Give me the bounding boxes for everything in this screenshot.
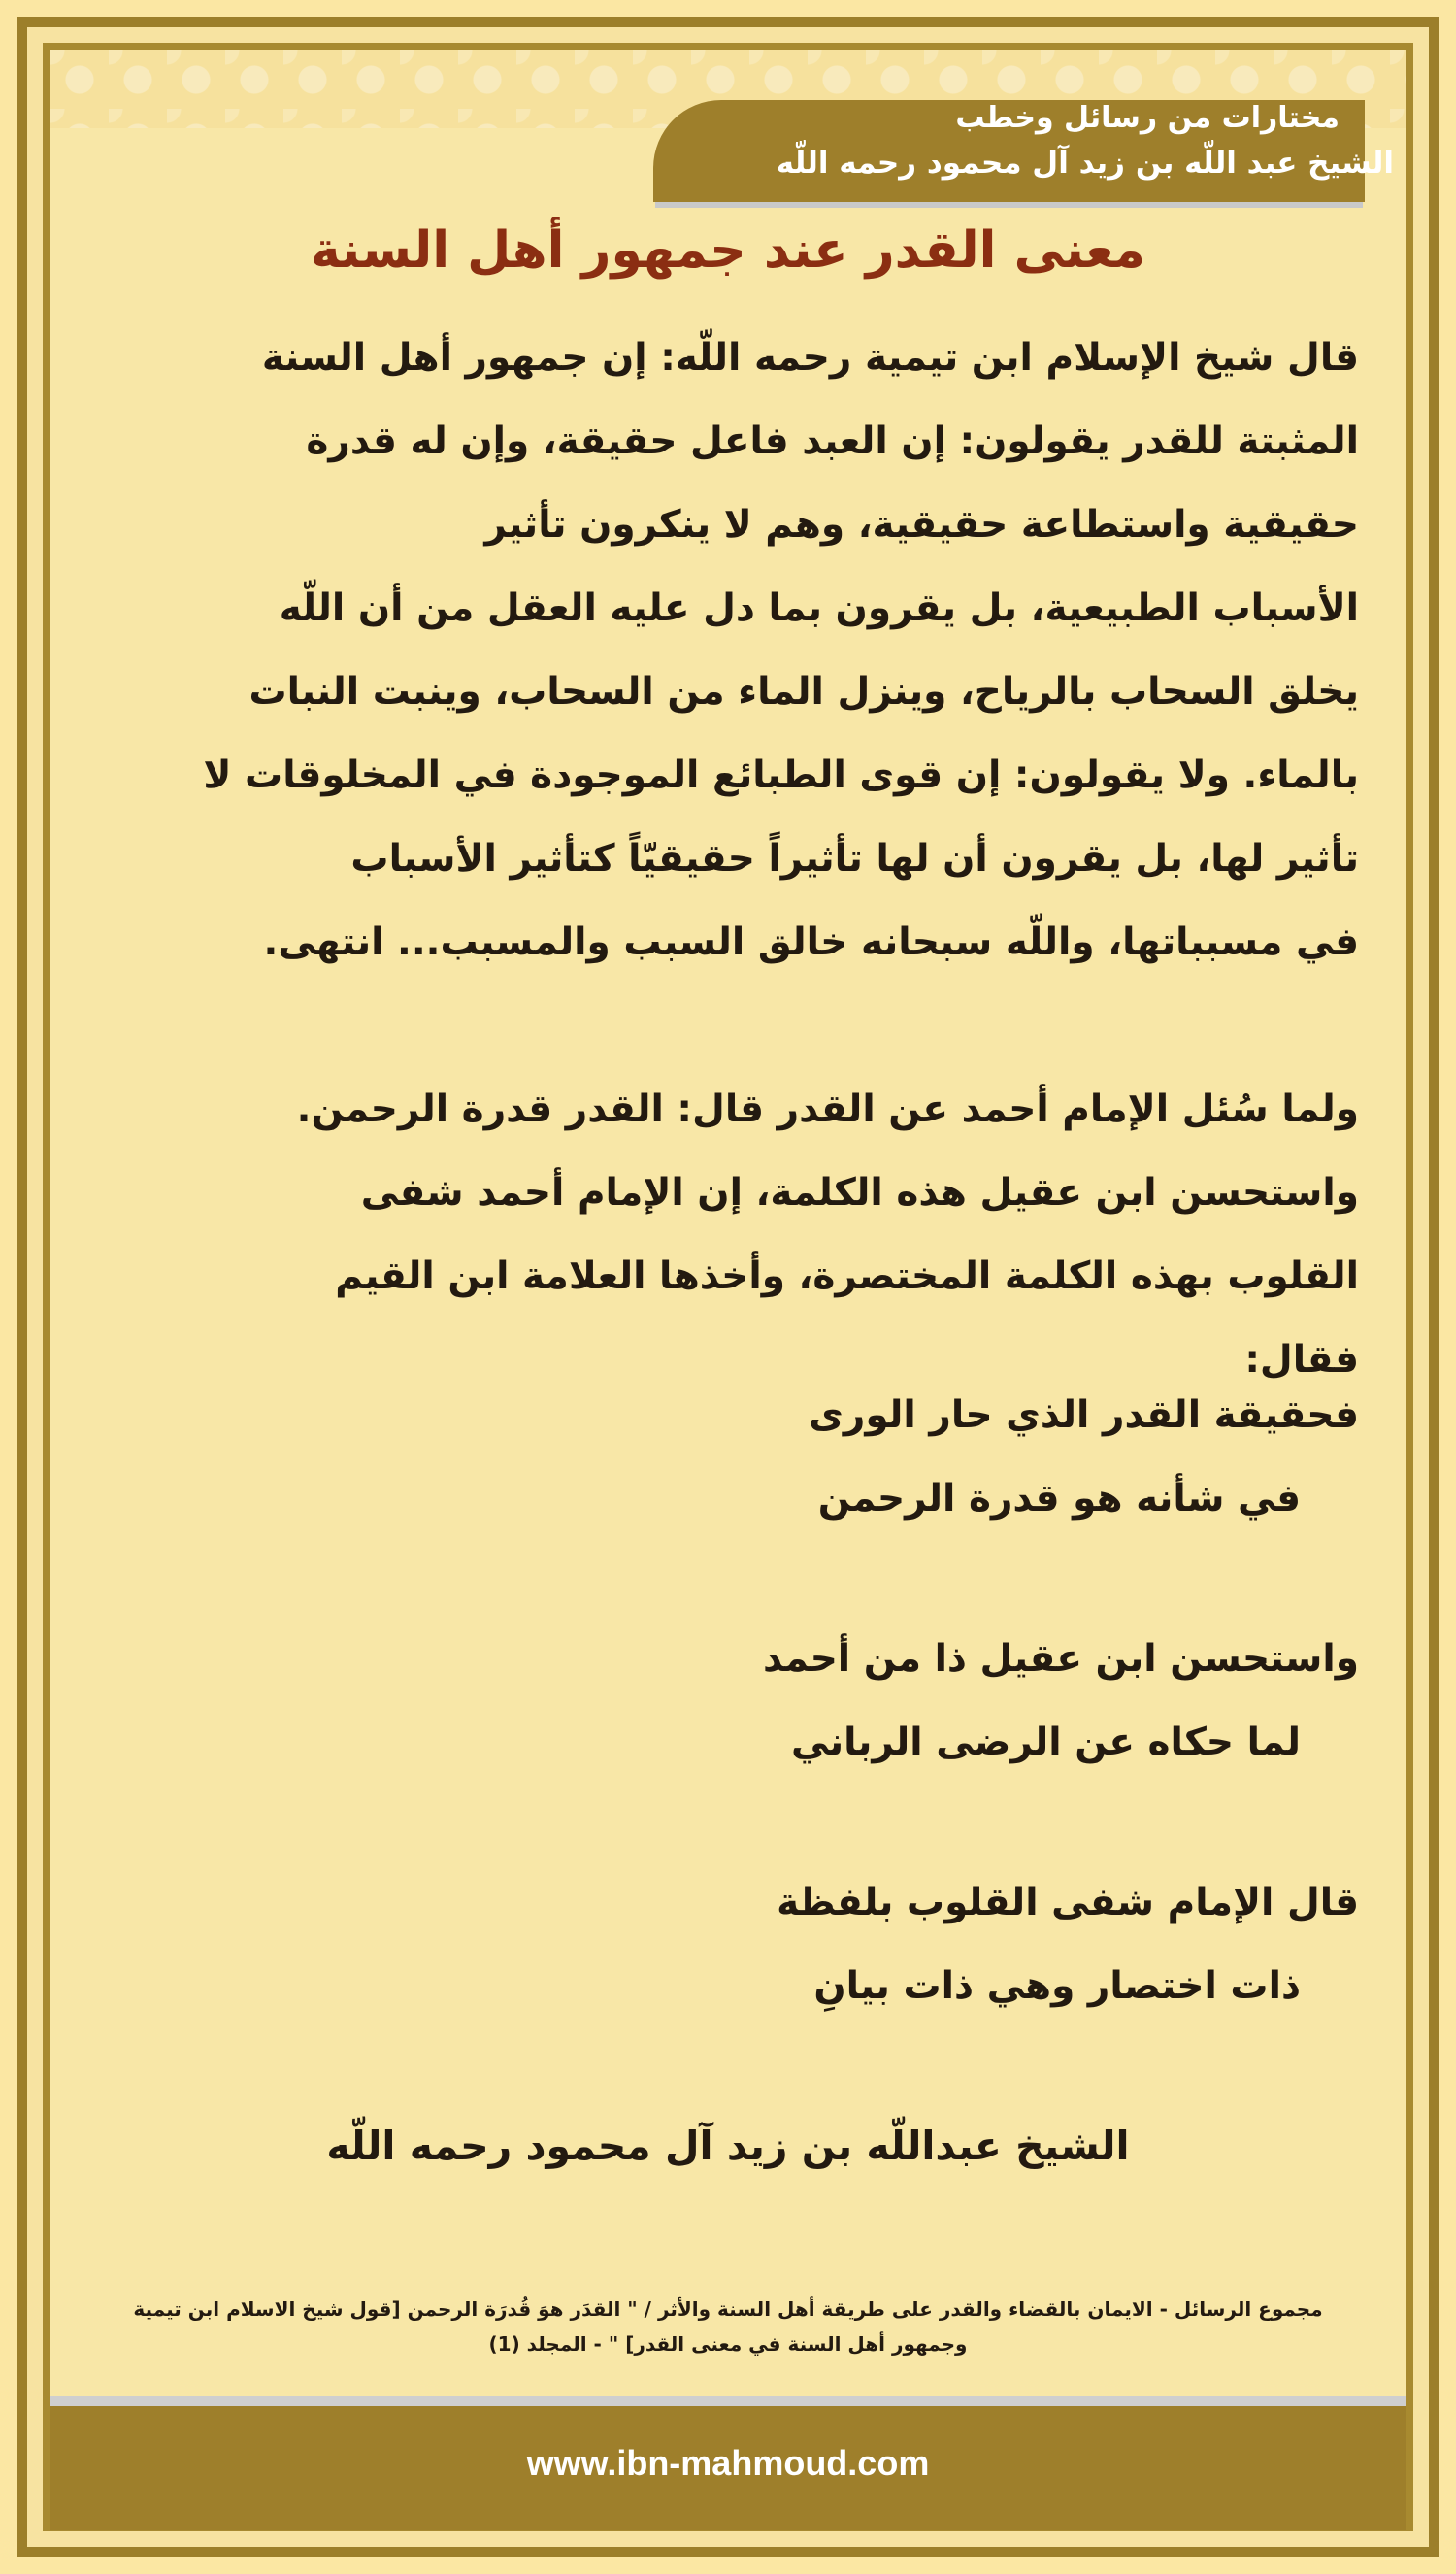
header-collection-title: مختارات من رسائل وخطب xyxy=(955,101,1340,135)
paragraph-imam-ahmad xyxy=(118,1068,1359,1402)
text-line: في مسبباتها، واللّه سبحانه خالق السبب والمسبب... انتهى. xyxy=(263,920,1359,964)
poem-verse: واستحسن ابن عقيل ذا من أحمد xyxy=(763,1637,1359,1681)
text-line: واستحسن ابن عقيل هذه الكلمة، إن الإمام أحمد شفى xyxy=(360,1171,1359,1215)
text-line: فقال: xyxy=(1244,1338,1359,1382)
text-line: ولما سُئل الإمام أحمد عن القدر قال: القدر قدرة الرحمن. xyxy=(296,1087,1359,1131)
header-author-name: الشيخ عبد اللّه بن زيد آل محمود رحمه اللّه xyxy=(776,146,1394,181)
text-line: حقيقية واستطاعة حقيقية، وهم لا ينكرون تأثير xyxy=(484,503,1359,547)
paragraph-ibn-taymiyyah xyxy=(118,317,1359,985)
text-line: قال شيخ الإسلام ابن تيمية رحمه اللّه: إن جمهور أهل السنة xyxy=(261,336,1359,380)
text-line: القلوب بهذه الكلمة المختصرة، وأخذها العلامة ابن القيم xyxy=(335,1254,1359,1298)
poem-verse: قال الإمام شفى القلوب بلفظة xyxy=(777,1881,1359,1924)
poem-verse: فحقيقة القدر الذي حار الورى xyxy=(809,1393,1359,1437)
footer-divider xyxy=(50,2396,1406,2406)
text-line: الأسباب الطبيعية، بل يقرون بما دل عليه العقل من أن اللّه xyxy=(279,586,1359,630)
page-title: معنى القدر عند جمهور أهل السنة xyxy=(311,221,1145,280)
text-line: تأثير لها، بل يقرون أن لها تأثيراً حقيقيّاً كتأثير الأسباب xyxy=(350,837,1359,881)
reference-line: وجمهور أهل السنة في معنى القدر] " - المجلد (1) xyxy=(488,2332,968,2356)
website-link[interactable]: www.ibn-mahmoud.com xyxy=(526,2443,930,2483)
poem-verse: ذات اختصار وهي ذات بيانِ xyxy=(813,1964,1301,2008)
text-line: يخلق السحاب بالرياح، وينزل الماء من السحاب، وينبت النبات xyxy=(248,670,1359,714)
source-reference xyxy=(97,2291,1359,2361)
reference-line: مجموع الرسائل - الايمان بالقضاء والقدر على طريقة أهل السنة والأثر / " القدَر هوَ قُدرَة الرحمن [قول شيخ الاسلام ابن تيمية xyxy=(133,2297,1323,2321)
poem-verse: في شأنه هو قدرة الرحمن xyxy=(817,1477,1301,1521)
author-signature: الشيخ عبداللّه بن زيد آل محمود رحمه اللّه xyxy=(326,2123,1130,2169)
text-line: بالماء. ولا يقولون: إن قوى الطبائع الموجودة في المخلوقات لا xyxy=(203,753,1359,797)
text-line: المثبتة للقدر يقولون: إن العبد فاعل حقيقة، وإن له قدرة xyxy=(306,419,1359,463)
poem-verse: لما حكاه عن الرضى الرباني xyxy=(790,1721,1301,1764)
